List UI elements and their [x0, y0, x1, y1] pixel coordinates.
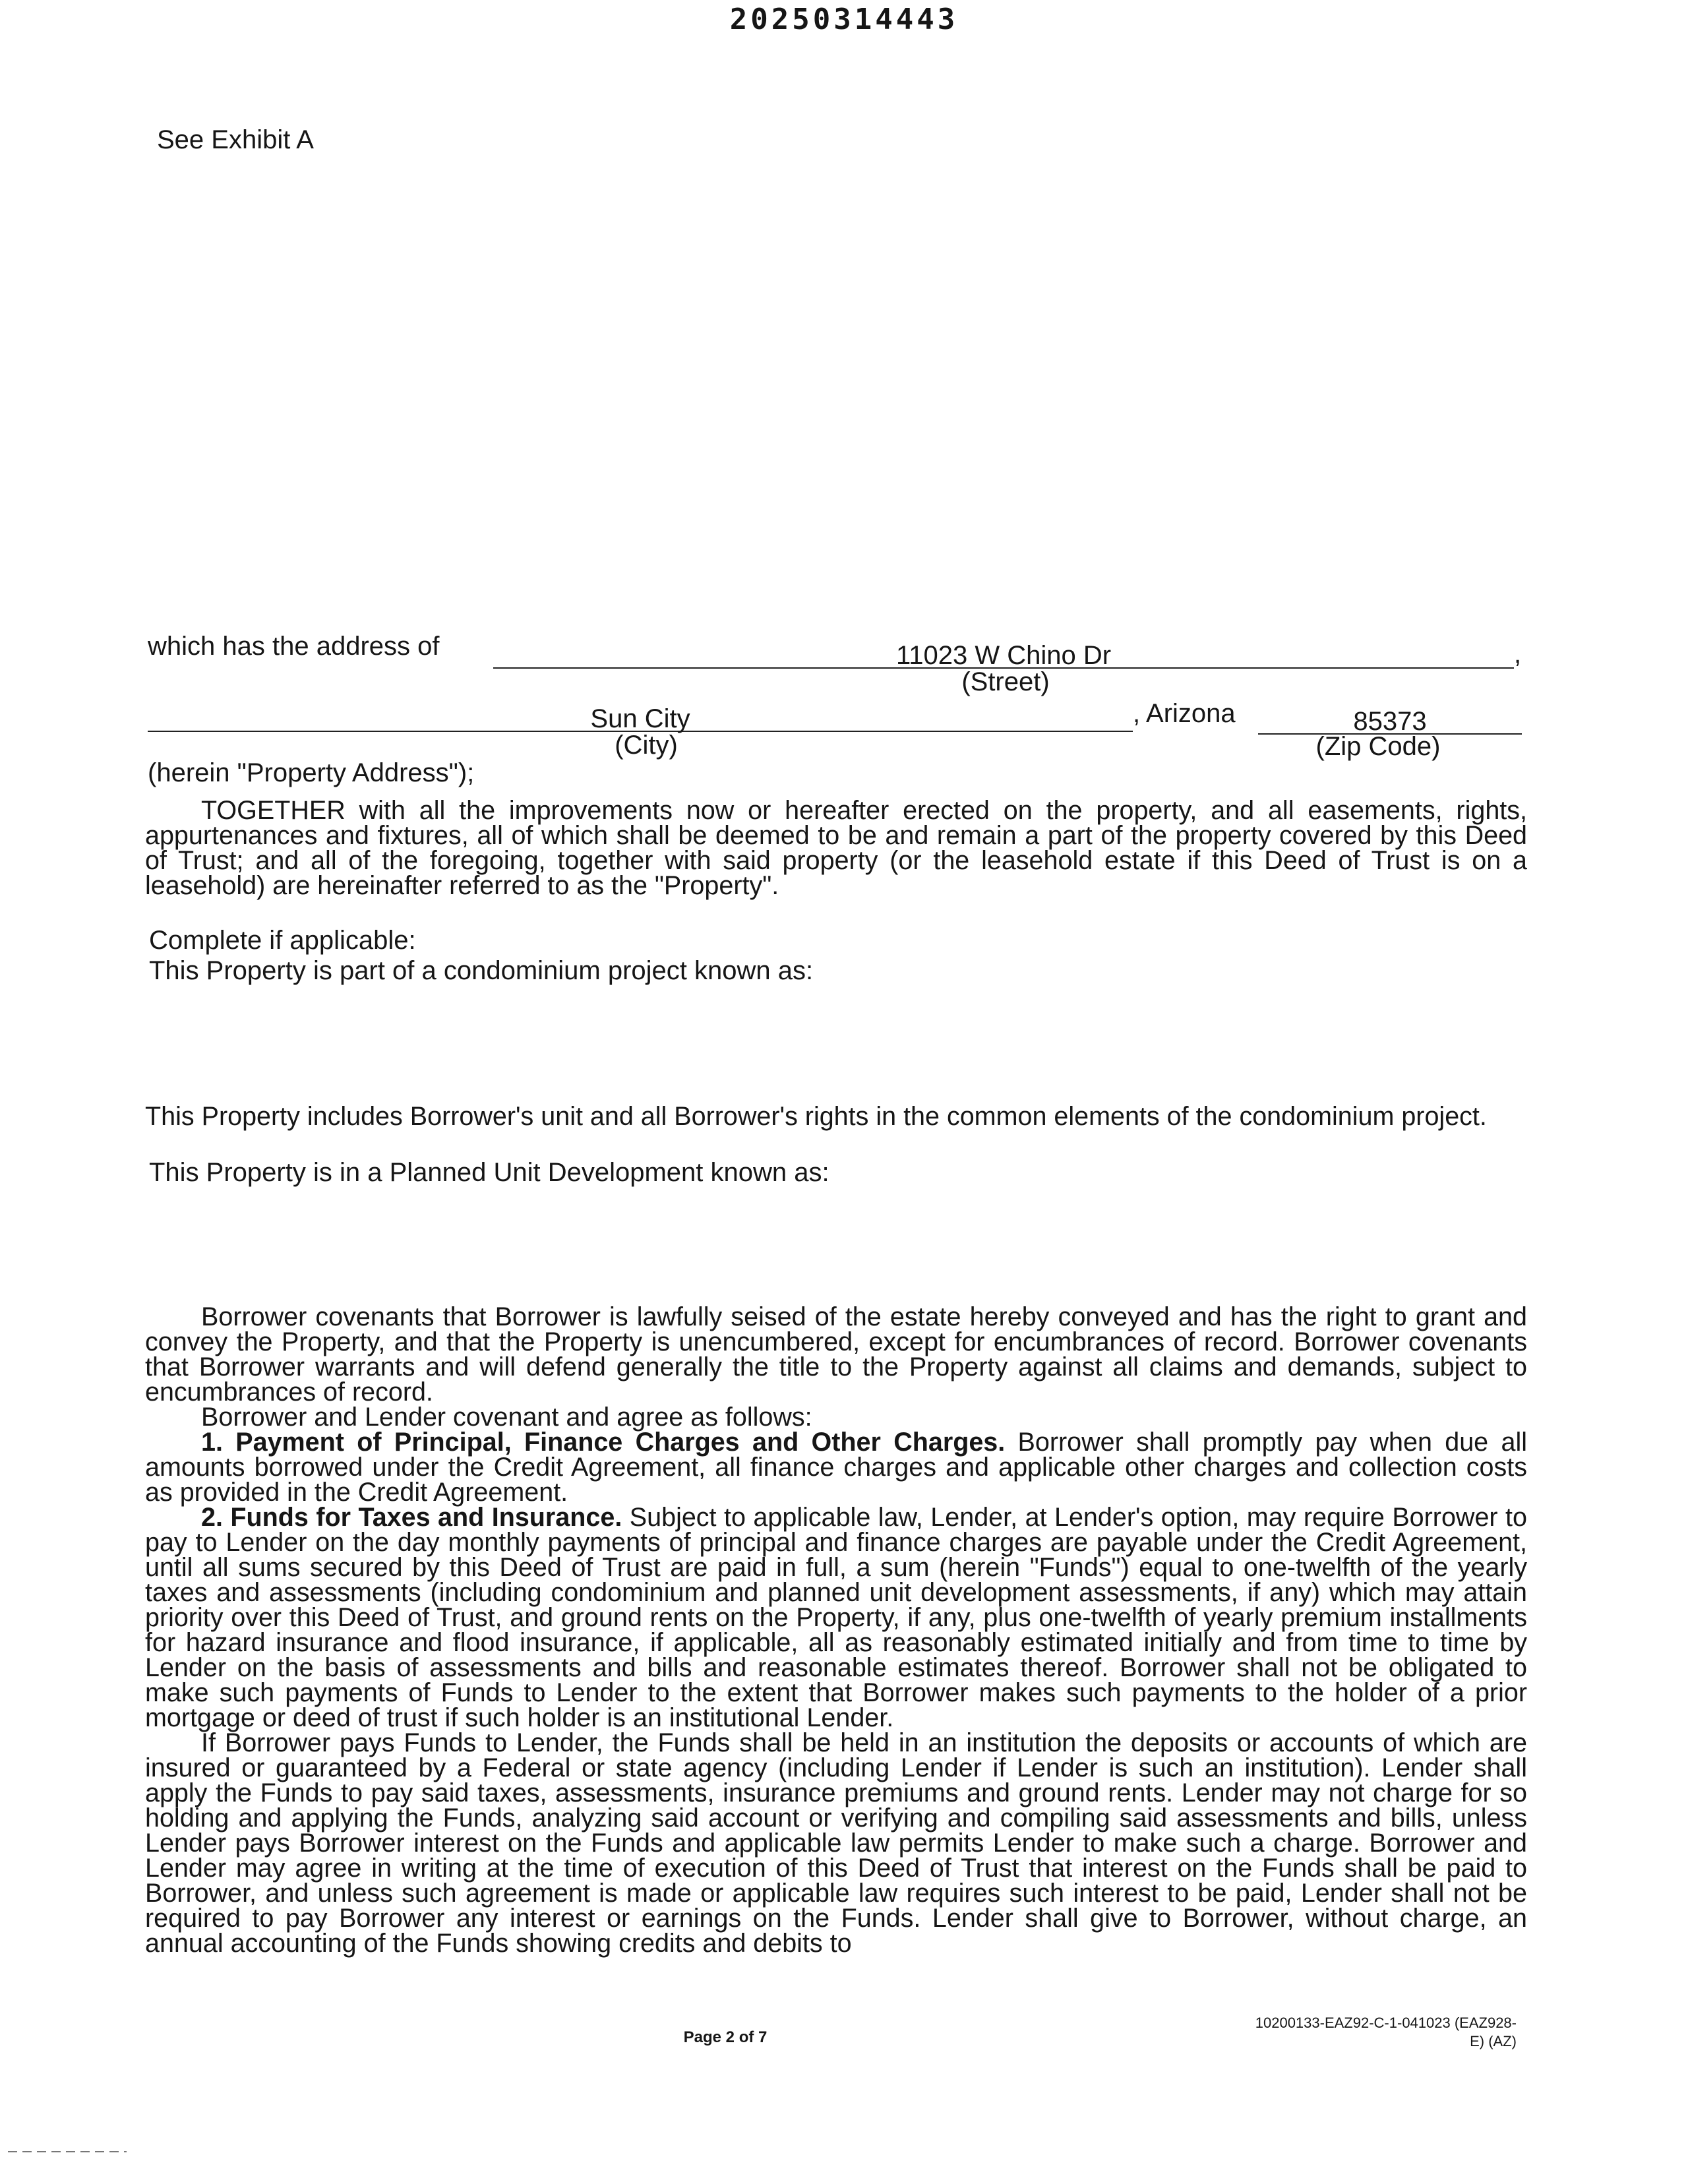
- covenants-body: [145, 1304, 1527, 1956]
- complete-if-applicable: Complete if applicable:: [149, 926, 416, 955]
- section-2-heading: 2. Funds for Taxes and Insurance.: [201, 1503, 622, 1532]
- scan-artifact-line: [8, 2151, 127, 2152]
- property-address-herein: (herein "Property Address");: [148, 758, 475, 787]
- city-field: Sun City: [148, 702, 1133, 732]
- pud-known-as: This Property is in a Planned Unit Development known as:: [149, 1158, 829, 1187]
- street-trailing-comma: ,: [1514, 640, 1522, 669]
- page-number: Page 2 of 7: [683, 2028, 768, 2046]
- borrower-covenants-paragraph: Borrower covenants that Borrower is lawfully seised of the estate hereby conveyed and has the right to grant and convey the Property, and that the Property is unencumbered, except for encumbrances of record. Borrower covenants that Borrower warrants and will defend generally the title to the Property against all claims and demands, subject to encumbrances of record.: [145, 1302, 1527, 1407]
- section-2-body: Subject to applicable law, Lender, at Lender's option, may require Borrower to pay to Lender on the day monthly payments of principal and finance charges are payable under the Credit Agreement, until all sums secured by this Deed of Trust are paid in full, a sum (herein "Funds") equal to one-twelfth of the yearly taxes and assessments (including condominium and planned unit development assessments, if any) which may attain priority over this Deed of Trust, and ground rents on the Property, if any, plus one-twelfth of yearly premium installments for hazard insurance and flood insurance, if applicable, all as reasonably estimated initially and from time to time by Lender on the basis of assessments and bills and reasonable estimates thereof. Borrower shall not be obligated to make such payments of Funds to Lender to the extent that Borrower makes such payments to the holder of a prior mortgage or deed of trust if such holder is an institutional Lender.: [145, 1503, 1527, 1732]
- street-field: 11023 W Chino Dr: [493, 638, 1514, 669]
- covenant-agree-line: Borrower and Lender covenant and agree as follows:: [201, 1403, 812, 1432]
- city-caption: (City): [615, 731, 678, 760]
- condo-includes-paragraph: This Property includes Borrower's unit and all Borrower's rights in the common elements of the condominium project.: [145, 1102, 1487, 1131]
- recording-number: 20250314443: [729, 3, 959, 36]
- zip-caption: (Zip Code): [1315, 732, 1441, 761]
- section-2-paragraph: [145, 1505, 1527, 1730]
- funds-held-paragraph: If Borrower pays Funds to Lender, the Funds shall be held in an institution the deposits or accounts of which are insured or guaranteed by a Federal or state agency (including Lender if Lender is such an institution). Lender shall apply the Funds to pay said taxes, assessments, insurance premiums and ground rents. Lender may not charge for so holding and applying the Funds, analyzing said account or verifying and compiling said assessments and bills, unless Lender pays Borrower interest on the Funds and applicable law permits Lender to make such a charge. Borrower and Lender may agree in writing at the time of execution of this Deed of Trust that interest on the Funds shall be paid to Borrower, and unless such agreement is made or applicable law requires such interest to be paid, Lender shall not be required to pay Borrower any interest or earnings on the Funds. Lender shall give to Borrower, without charge, an annual accounting of the Funds showing credits and debits to: [145, 1728, 1527, 1958]
- address-intro: which has the address of: [148, 632, 440, 661]
- condo-known-as: This Property is part of a condominium project known as:: [149, 956, 814, 985]
- section-1-paragraph: [145, 1430, 1527, 1505]
- state-label: , Arizona: [1133, 699, 1236, 728]
- form-code-line-2: E) (AZ): [1470, 2033, 1517, 2049]
- together-paragraph: TOGETHER with all the improvements now or hereafter erected on the property, and all easements, rights, appurtenances and fixtures, all of which shall be deemed to be and remain a part of the property covered by this Deed of Trust; and all of the foregoing, together with said property (or the leasehold estate if this Deed of Trust is on a leasehold) are hereinafter referred to as the "Property".: [145, 796, 1527, 900]
- legal-description: See Exhibit A: [157, 125, 314, 154]
- section-1-body: Borrower shall promptly pay when due all amounts borrowed under the Credit Agreement, all finance charges and applicable other charges and collection costs as provided in the Credit Agreement.: [145, 1428, 1528, 1507]
- form-code-line-1: 10200133-EAZ92-C-1-041023 (EAZ928-: [1255, 2015, 1517, 2031]
- section-1-heading: 1. Payment of Principal, Finance Charges and Other Charges.: [201, 1428, 1006, 1457]
- form-code: [1226, 2014, 1517, 2051]
- street-caption: (Street): [961, 667, 1050, 696]
- zip-field: 85373: [1258, 704, 1522, 735]
